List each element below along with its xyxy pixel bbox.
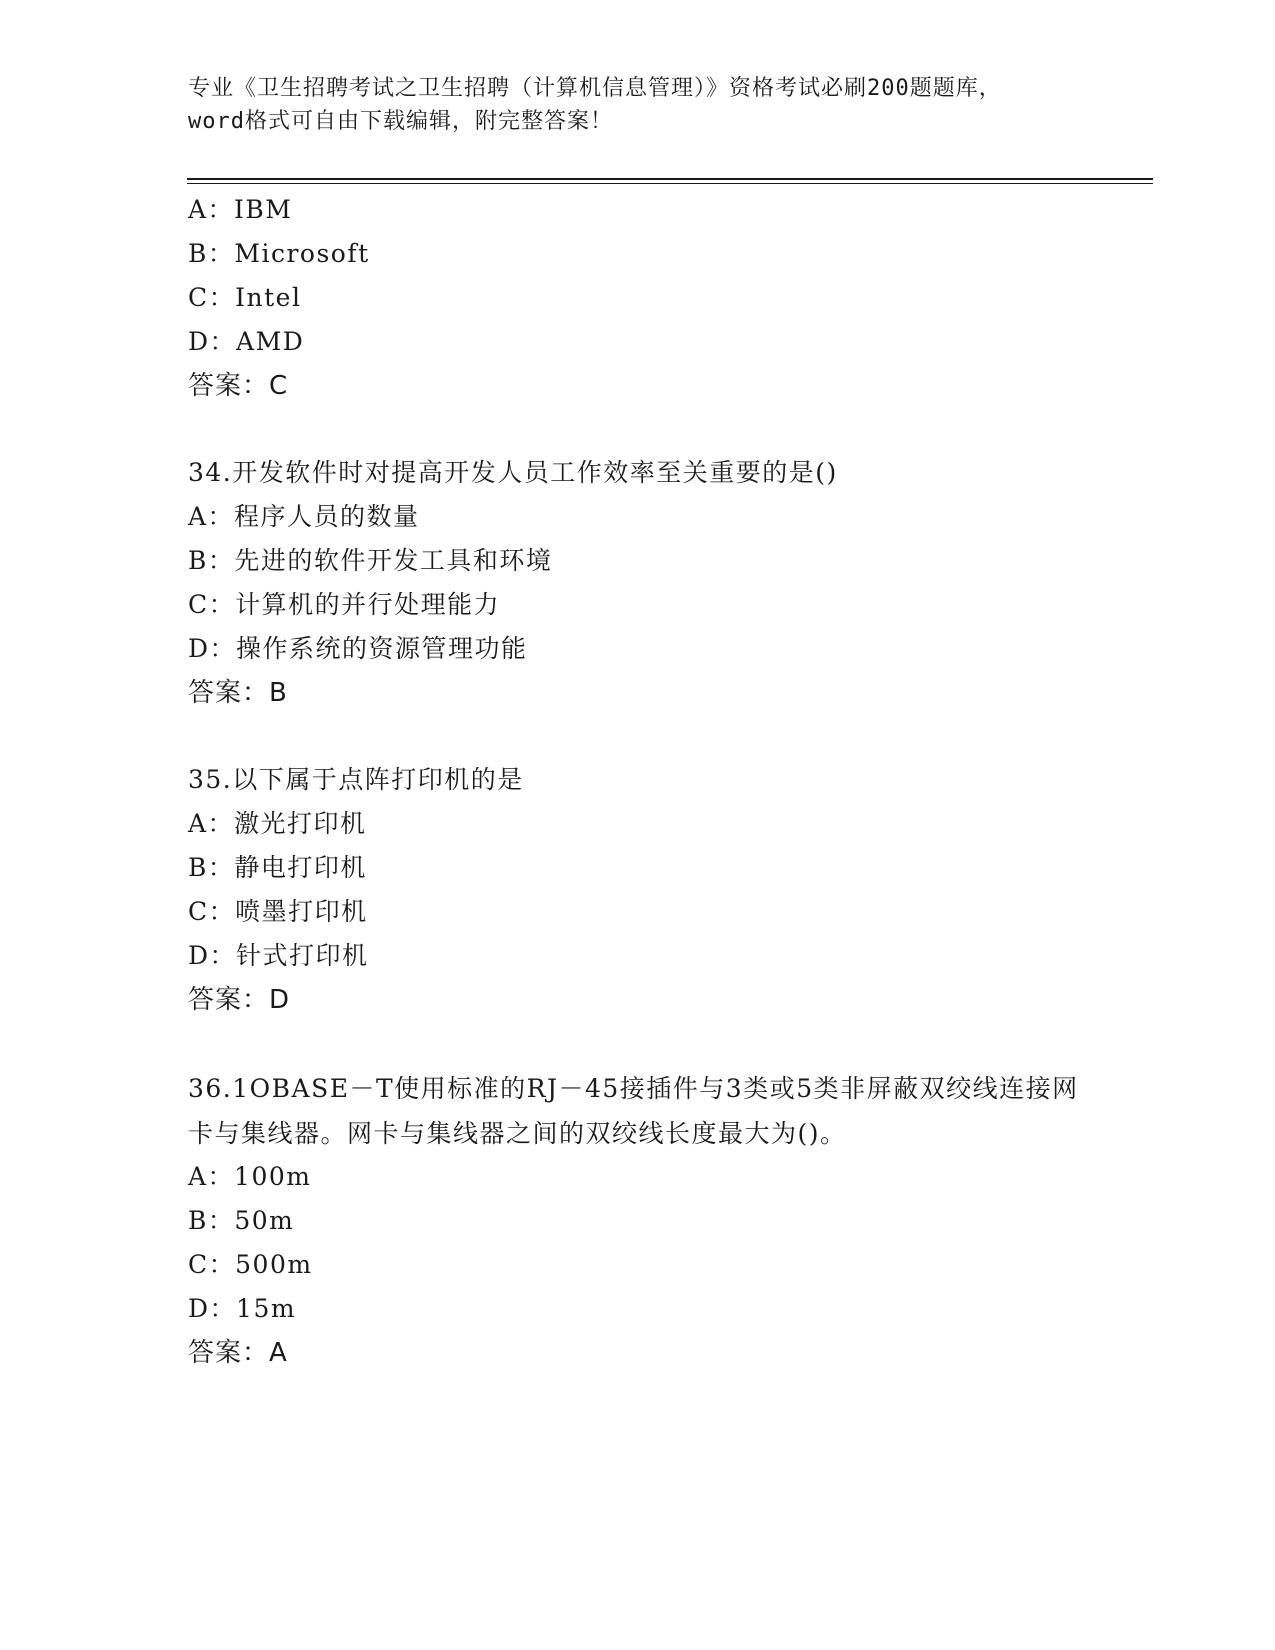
q33-answer: 答案：C — [188, 371, 289, 401]
q34-option-b: B：先进的软件开发工具和环境 — [188, 546, 553, 575]
q36-answer: 答案：A — [188, 1338, 288, 1368]
q33-option-c: C：Intel — [188, 283, 302, 312]
q35-answer: 答案：D — [188, 985, 291, 1015]
q36-option-b: B：50m — [188, 1206, 295, 1235]
q35-option-b: B：静电打印机 — [188, 853, 367, 882]
q33-option-d: D：AMD — [188, 327, 305, 356]
q33-option-b: B：Microsoft — [188, 239, 370, 268]
q36-option-a: A：100m — [188, 1162, 312, 1191]
document-header — [188, 72, 1088, 138]
header-divider-thin — [187, 183, 1153, 184]
header-line-2: word格式可自由下载编辑，附完整答案！ — [188, 109, 613, 134]
q34-option-c: C：计算机的并行处理能力 — [188, 590, 501, 619]
q35-stem: 35.以下属于点阵打印机的是 — [188, 765, 524, 794]
q34-stem: 34.开发软件时对提高开发人员工作效率至关重要的是() — [188, 458, 838, 487]
q33-option-a: A：IBM — [188, 195, 293, 224]
q35-option-c: C：喷墨打印机 — [188, 897, 368, 926]
q36-stem: 36.1OBASE－T使用标准的RJ－45接插件与3类或5类非屏蔽双绞线连接网卡与集线器。网卡与集线器之间的双绞线长度最大为()。 — [188, 1074, 1079, 1148]
q35-option-a: A：激光打印机 — [188, 809, 367, 838]
q36-option-d: D：15m — [188, 1294, 297, 1323]
q34-option-a: A：程序人员的数量 — [188, 502, 420, 531]
q34-option-d: D：操作系统的资源管理功能 — [188, 634, 528, 663]
q35-option-d: D：针式打印机 — [188, 941, 369, 970]
q36-option-c: C：500m — [188, 1250, 313, 1279]
header-divider — [187, 178, 1153, 180]
q34-answer: 答案：B — [188, 678, 288, 708]
header-line-1: 专业《卫生招聘考试之卫生招聘（计算机信息管理）》资格考试必刷200题题库， — [188, 76, 1002, 101]
